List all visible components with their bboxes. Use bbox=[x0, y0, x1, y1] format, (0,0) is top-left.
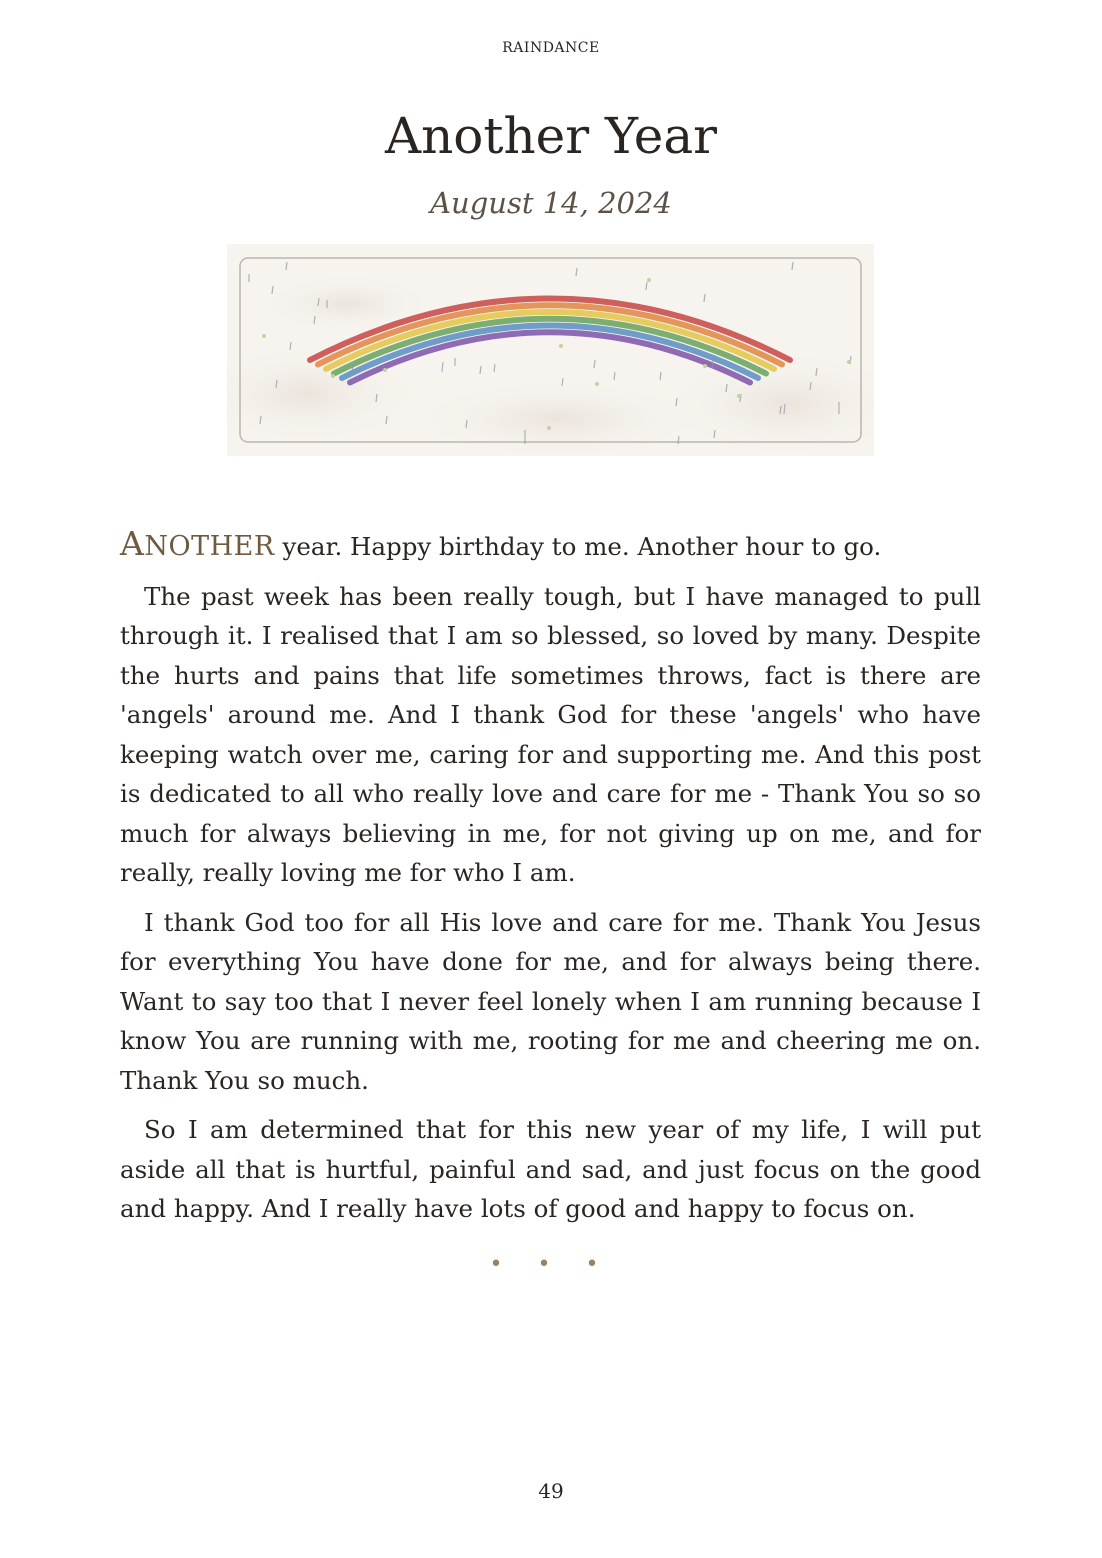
chapter-body bbox=[120, 524, 981, 1239]
opening-paragraph bbox=[120, 524, 981, 567]
rainbow-icon bbox=[227, 244, 874, 456]
page-number: 49 bbox=[538, 1479, 564, 1503]
rainbow-illustration bbox=[227, 244, 874, 456]
lead-initial: A bbox=[120, 524, 145, 563]
opening-text: year. Happy birthday to me. Another hour to go. bbox=[274, 532, 882, 561]
body-paragraph-3: So I am determined that for this new year of my life, I will put aside all that is hurtful, painful and sad, and just focus on the good and happy. And I really have lots of good and happy to focus on. bbox=[120, 1115, 981, 1223]
lead-word bbox=[120, 524, 275, 563]
body-paragraph-1: The past week has been really tough, but I have managed to pull through it. I realised that I am so blessed, so loved by many. Despite the hurts and pains that life sometimes throws, fact is there are 'angels' around me. And I thank God for these 'angels' who have keeping watch over me, caring for and supporting me. And this post is dedicated to all who really love and care for me - Thank You so so much for always believing in me, for not giving up on me, and for really, really loving me for who I am. bbox=[120, 581, 981, 887]
body-paragraph-2: I thank God too for all His love and care for me. Thank You Jesus for everything You have done for me, and for always being there. Want to say too that I never feel lonely when I am running because I know You are running with me, rooting for me and cheering me on. Thank You so much. bbox=[120, 907, 981, 1095]
lead-small-caps: NOTHER bbox=[144, 531, 275, 562]
running-head: RAINDANCE bbox=[502, 40, 600, 56]
section-break-ornament: • • • bbox=[489, 1252, 613, 1277]
chapter-date: August 14, 2024 bbox=[430, 186, 672, 220]
chapter-title: Another Year bbox=[384, 107, 718, 165]
